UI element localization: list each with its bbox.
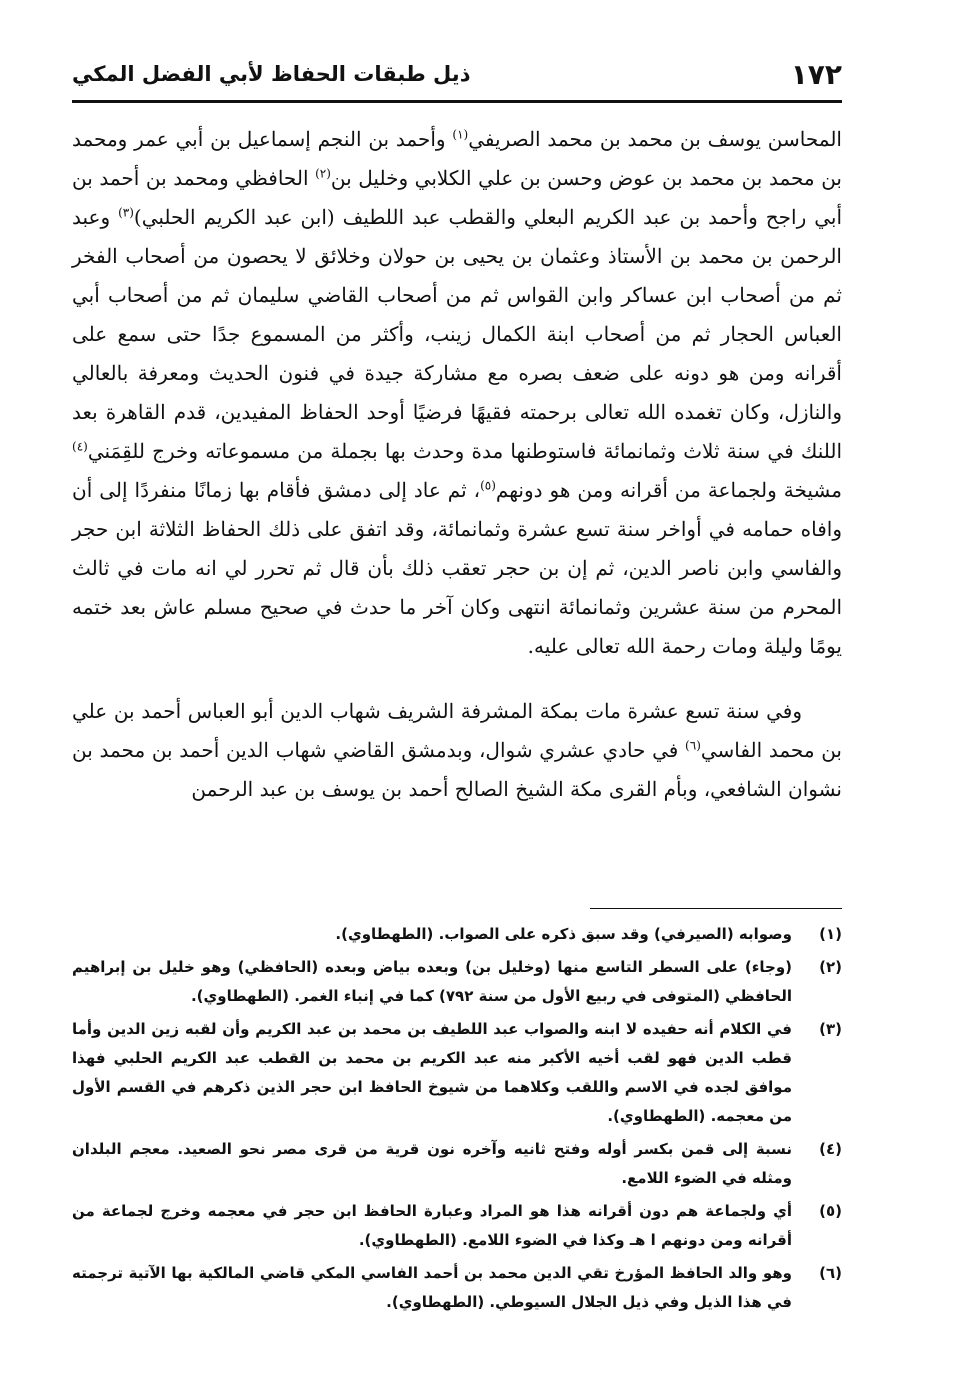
text-run: الحافظي ومحمد بن أحمد بن أبي راجح وأحمد بن عبد الكريم البعلي والقطب عبد اللطيف (ابن عبد الكريم الحلبي)	[72, 166, 843, 229]
footnote	[72, 953, 842, 1011]
footnote-number: (٥)	[819, 1202, 842, 1220]
footnote-text: نسبة إلى قمن بكسر أوله وفتح ثانيه وآخره نون قرية من قرى مصر نحو الصعيد. معجم البلدان ومثله في الضوء اللامع.	[72, 1140, 792, 1187]
footnote-number: (٣)	[819, 1020, 842, 1038]
footnote-text: (وجاء) على السطر التاسع منها (وخليل بن) وبعده بياض وبعده (الحافظي) وهو خليل بن إبراهيم الحافظي (المتوفى في ربيع الأول من سنة ٧٩٢) كما في إنباء الغمر. (الطهطاوي).	[72, 958, 792, 1005]
footnote	[72, 1197, 842, 1255]
footnotes	[72, 920, 842, 1321]
footnote-text: وهو والد الحافظ المؤرخ تقي الدين محمد بن أحمد الفاسي المكي قاضي المالكية بها الآتية ترجمته في هذا الذيل وفي ذيل الجلال السيوطي. (الطهطاوي).	[72, 1264, 792, 1311]
footnote-text: أي ولجماعة هم دون أقرانه هذا هو المراد وعبارة الحافظ ابن حجر في معجمه وخرج لجماعة من أقرانه ومن دونهم ا هـ وكذا في الضوء اللامع. (الطهطاوي).	[72, 1202, 792, 1249]
footnote	[72, 1259, 842, 1317]
footnote	[72, 1135, 842, 1193]
footnote-number: (٦)	[819, 1264, 842, 1282]
footnote-ref[interactable]: (٦)	[685, 738, 701, 753]
text-run: في حادي عشري شوال، وبدمشق القاضي شهاب الدين أحمد بن محمد بن نشوان الشافعي، وبأم القرى مكة الشيخ الصالح أحمد بن يوسف بن عبد الرحمن	[72, 738, 842, 801]
main-text	[72, 120, 842, 809]
footnote-ref[interactable]: (٥)	[480, 478, 496, 493]
footnote-number: (٤)	[819, 1140, 842, 1158]
footnote	[72, 1015, 842, 1131]
text-run: ، ثم عاد إلى دمشق فأقام بها زمانًا منفردًا إلى أن وافاه حمامه في أواخر سنة تسع عشرة وثمانمائة، وقد اتفق على ذلك الحفاظ الثلاثة ابن حجر والفاسي وابن ناصر الدين، ثم إن بن حجر تعقب ذلك بأن قال ثم تحرر لي انه مات في ثالث المحرم من سنة عشرين وثمانمائة انتهى وكان آخر ما حدث في صحيح مسلم عاش بعد ختمه يومًا وليلة ومات رحمة الله تعالى عليه.	[72, 478, 843, 658]
text-run: مشيخة ولجماعة من أقرانه ومن هو دونهم	[495, 478, 842, 502]
footnote-number: (١)	[819, 925, 842, 943]
page-number: ١٧٢	[790, 57, 842, 91]
paragraph	[72, 120, 842, 666]
text-run: المحاسن يوسف بن محمد بن محمد الصريفي	[468, 127, 842, 151]
footnote-ref[interactable]: (٢)	[315, 166, 331, 181]
paragraph	[72, 692, 842, 809]
footnote-ref[interactable]: (١)	[452, 127, 469, 142]
footnote-text: في الكلام أنه حفيده لا ابنه والصواب عبد اللطيف بن محمد بن عبد الكريم وأن لقبه زين الدين وأما قطب الدين فهو لقب أخيه الأكبر منه عبد الكريم بن محمد بن القطب عبد الكريم الحلبي فهذا موافق لجده في الاسم واللقب وكلاهما من شيوخ الحافظ ابن حجر الذين ذكرهم في القسم الأول من معجمه. (الطهطاوي).	[72, 1020, 792, 1125]
footnote-ref[interactable]: (٣)	[118, 205, 134, 220]
header-rule	[72, 100, 842, 103]
footnote-number: (٢)	[819, 958, 842, 976]
footnote-text: وصوابه (الصيرفي) وقد سبق ذكره على الصواب. (الطهطاوي).	[335, 925, 792, 943]
text-run: وعبد الرحمن بن محمد بن الأستاذ وعثمان بن يحيى بن حولان وخلائق لا يحصون من أصحاب الفخر ثم من أصحاب ابن عساكر وابن القواس ثم من أصحاب القاضي سليمان ثم من أصحاب أبي العباس الحجار ثم من أصحاب ابنة الكمال زينب، وأكثر من المسموع جدًا حتى سمع على أقرانه ومن هو دونه على ضعف بصره مع مشاركة جيدة في فنون الحديث ومعرفة بالعالي والنازل، وكان تغمده الله تعالى برحمته فقيهًا فرضيًا أوحد الحفاظ المفيدين، قدم القاهرة بعد اللنك في سنة ثلاث وثمانمائة فاستوطنها مدة وحدث بها بجملة من مسموعاته وخرج للقِمَني	[72, 205, 842, 463]
footnote-separator	[590, 908, 842, 909]
footnote	[72, 920, 842, 949]
text-run: وأحمد بن النجم إسماعيل بن أبي عمر ومحمد بن محمد بن محمد بن عوض وحسن بن علي الكلابي وخليل بن	[72, 127, 843, 190]
text-run: وفي سنة تسع عشرة مات بمكة المشرفة الشريف شهاب الدين أبو العباس أحمد بن علي بن محمد الفاسي	[72, 699, 842, 762]
page-header	[72, 52, 842, 96]
running-title: ذيل طبقات الحفاظ لأبي الفضل المكي	[72, 62, 471, 86]
footnote-ref[interactable]: (٤)	[72, 439, 88, 454]
